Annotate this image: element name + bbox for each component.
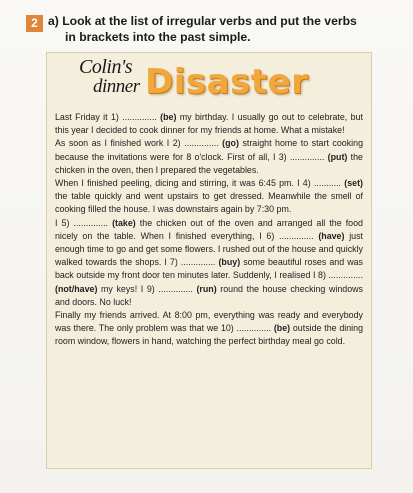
verb-3: (put) [327, 151, 348, 162]
instruction-line-2: in brackets into the past simple. [65, 30, 251, 44]
verb-5: (take) [112, 217, 136, 228]
title-disaster: Disaster [145, 62, 309, 102]
title-colins: Colin's [79, 56, 133, 78]
verb-9: (run) [196, 283, 217, 294]
paragraph-3: When I finished peeling, dicing and stirring, it was 6:45 pm. I 4) ........... (set) the table quickly and went upstairs to get dressed. Meanwhile the smell of cooking filled the house. I was downstairs again by 7:30 pm. [55, 178, 363, 215]
title-dinner: dinner [93, 76, 140, 97]
verb-6: (have) [318, 230, 345, 241]
paragraph-5: Finally my friends arrived. At 8:00 pm, everything was ready and everybody was there. The only problem was that we 10) .............. (be) outside the dining room window, flowers in hand, watching the perfect birthday meal go cold. [55, 310, 364, 347]
paragraph-2: As soon as I finished work I 2) .............. (go) straight home to start cooking because the invitations were for 8 o'clock. First of all, I 3) .............. (put) the chicken in the oven, then I prepared the vegetables. [55, 138, 364, 175]
story-text [55, 111, 363, 349]
verb-2: (go) [222, 138, 239, 149]
story-box [46, 52, 372, 469]
instruction-line-1: a) Look at the list of irregular verbs and put the verbs [48, 14, 357, 28]
verb-7: (buy) [218, 257, 241, 268]
paragraph-1: Last Friday it 1) .............. (be) my birthday. I usually go out to celebrate, but this year I decided to cook dinner for my friends at home. What a mistake! [55, 112, 363, 136]
verb-4: (set) [344, 178, 363, 189]
exercise-number-badge: 2 [26, 15, 43, 32]
verb-8: (not/have) [55, 283, 98, 294]
verb-1: (be) [160, 112, 177, 122]
paragraph-4: I 5) .............. (take) the chicken out of the oven and arranged all the food nicely on the table. When I finished everything, I 6) .............. (have) just enough time to go and get some flowers. I rushed out of the house and quickly walked towards the shops. I 7) .............. (buy) some beautiful roses and was back outside my front door ten minutes later. Suddenly, I realised I 8) .............. (not/have) my keys! I 9) .............. (run) round the house checking windows and doors. No luck! [55, 217, 364, 307]
story-title [61, 56, 361, 106]
verb-10: (be) [273, 323, 291, 334]
